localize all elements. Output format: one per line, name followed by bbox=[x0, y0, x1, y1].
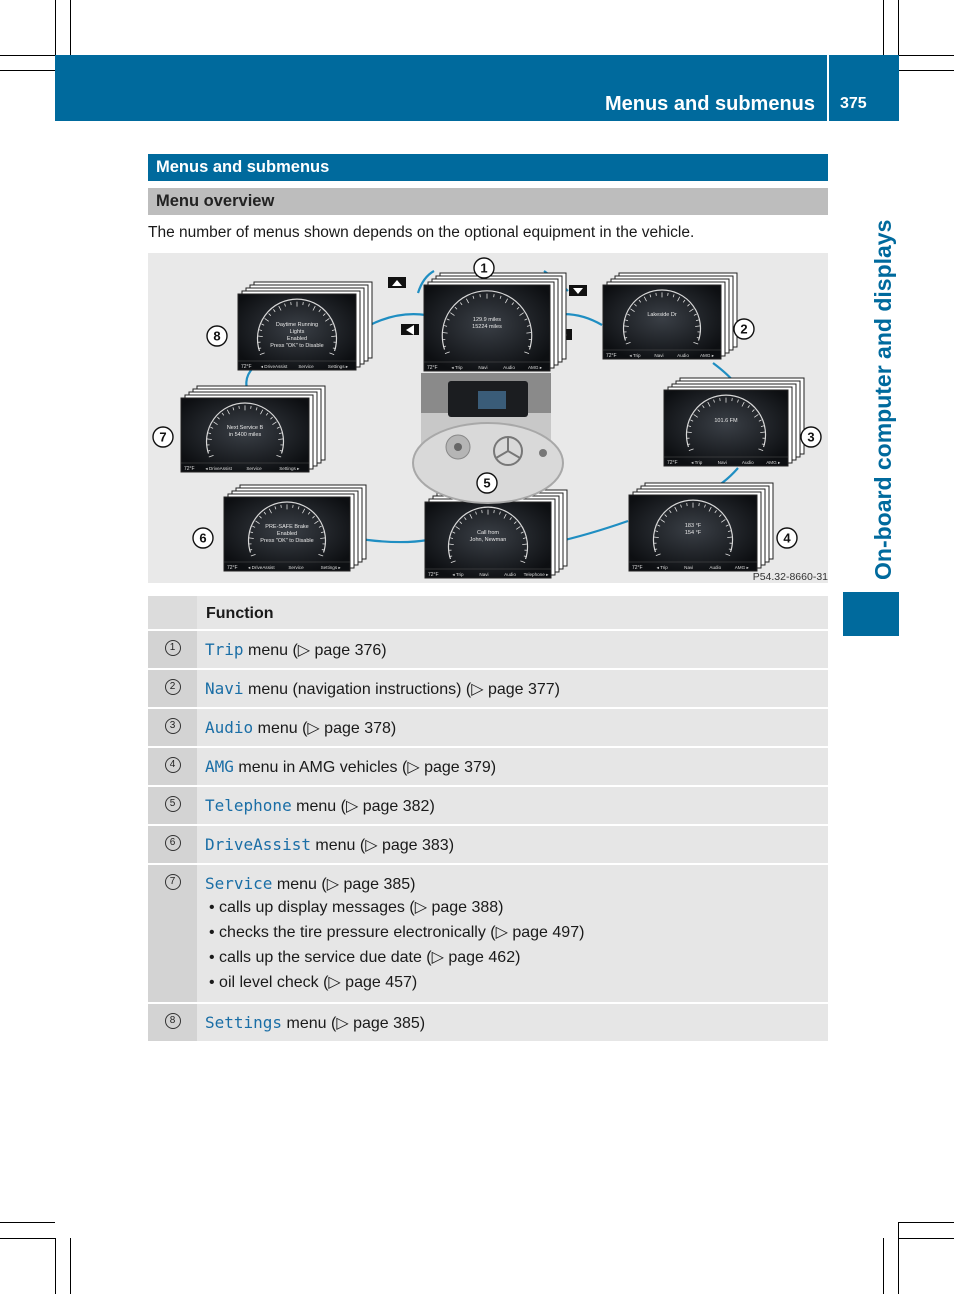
function-description: menu (▷ page 385) bbox=[276, 876, 416, 893]
function-description: menu (▷ page 383) bbox=[315, 837, 455, 854]
menu-name: Telephone bbox=[205, 796, 292, 815]
menu-name: Trip bbox=[205, 640, 244, 659]
header-title: Menus and submenus bbox=[604, 93, 815, 115]
row-number-cell bbox=[148, 670, 197, 707]
function-line bbox=[205, 757, 820, 778]
function-description: menu (▷ page 376) bbox=[247, 642, 387, 659]
speedometer-tick bbox=[449, 556, 452, 557]
chapter-side-title bbox=[836, 219, 896, 582]
screen-text: Lights bbox=[289, 328, 305, 335]
row-number-callout: 3 bbox=[165, 718, 181, 734]
display-screen-s3 bbox=[664, 378, 804, 466]
screen-tab-label: AMG ▸ bbox=[699, 353, 715, 358]
row-function-cell bbox=[197, 826, 828, 863]
table-row bbox=[148, 865, 828, 1004]
menu-name: Settings bbox=[205, 1013, 283, 1032]
screen-tab-label: Audio bbox=[677, 353, 689, 358]
screen-text: Call from bbox=[476, 529, 500, 536]
screen-tab-label: ◂ Trip bbox=[629, 353, 641, 358]
menu-name: Service bbox=[205, 874, 273, 893]
display-screen-s4 bbox=[629, 483, 773, 571]
speedometer-tick bbox=[333, 348, 336, 349]
screen-tab-label: ◂ Trip bbox=[451, 365, 463, 370]
row-function-cell bbox=[197, 1004, 828, 1041]
figure-callout-number: 3 bbox=[807, 429, 815, 445]
screen-temperature: 72°F bbox=[227, 565, 238, 571]
screen-tab-label: Navi bbox=[479, 572, 489, 577]
row-number-cell bbox=[148, 631, 197, 668]
screen-text: 129.9 miles bbox=[472, 317, 502, 324]
crop-mark bbox=[70, 1238, 71, 1294]
function-line bbox=[205, 679, 820, 700]
screen-text: PRE-SAFE Brake bbox=[265, 524, 309, 531]
section-subtitle: Menu overview bbox=[148, 188, 828, 215]
menu-name: Navi bbox=[205, 679, 244, 698]
table-row bbox=[148, 631, 828, 670]
crop-mark bbox=[55, 0, 56, 55]
screen-tab-label: AMG ▸ bbox=[734, 565, 749, 570]
screen-temperature: 72°F bbox=[428, 572, 439, 578]
speedometer-tick bbox=[249, 550, 252, 551]
figure-callout-number: 4 bbox=[783, 530, 791, 546]
row-number-cell bbox=[148, 1004, 197, 1041]
crop-mark bbox=[55, 1238, 56, 1294]
row-function-cell bbox=[197, 748, 828, 785]
intro-text: The number of menus shown depends on the optional equipment in the vehicle. bbox=[148, 224, 695, 241]
screen-text: Enabled bbox=[286, 335, 308, 342]
crop-mark bbox=[0, 70, 55, 71]
display-screen-s1 bbox=[424, 273, 566, 371]
screen-tab-label: Audio bbox=[741, 460, 754, 465]
crop-mark bbox=[899, 55, 954, 56]
crop-mark bbox=[0, 1222, 55, 1223]
function-line bbox=[205, 874, 820, 895]
screen-tab-label: Settings ▸ bbox=[320, 565, 341, 570]
bullet-item: • calls up the service due date (▷ page 462) bbox=[209, 949, 521, 966]
figure-callout-number: 2 bbox=[740, 321, 748, 337]
row-number-callout: 8 bbox=[165, 1013, 181, 1029]
crop-mark bbox=[898, 1222, 899, 1294]
row-number-cell bbox=[148, 748, 197, 785]
screen-text: Lakeside Dr bbox=[647, 312, 677, 319]
chapter-side-title-text: On-board computer and displays bbox=[870, 219, 896, 580]
figure-callout-number: 6 bbox=[199, 530, 207, 546]
screen-text: 154 °F bbox=[684, 529, 702, 536]
speedometer-tick bbox=[697, 338, 700, 339]
crop-mark bbox=[0, 55, 55, 56]
bullet-item: • oil level check (▷ page 457) bbox=[209, 974, 418, 991]
crop-mark bbox=[898, 0, 899, 55]
screen-tab-label: ◂ Trip bbox=[656, 565, 668, 570]
screen-tab-label: Navi bbox=[654, 353, 664, 358]
screen-text: 183 °F bbox=[684, 522, 702, 529]
screen-text: in 5400 miles bbox=[228, 432, 262, 439]
speedometer-tick bbox=[762, 444, 765, 445]
speedometer-tick bbox=[524, 556, 527, 557]
screen-tab-label: Audio bbox=[504, 572, 516, 577]
figure-label: P54.32-8660-31 bbox=[752, 571, 828, 583]
figure-callout-number: 7 bbox=[159, 429, 167, 445]
speedometer-tick bbox=[322, 550, 325, 551]
screen-tab-label: ◂ DriveAssist bbox=[205, 466, 232, 471]
crop-mark bbox=[0, 1238, 55, 1239]
screen-text: 15224 miles bbox=[472, 324, 502, 331]
screen-text: Enabled bbox=[276, 531, 298, 538]
screen-text: 101.6 FM bbox=[714, 417, 738, 424]
speedometer-tick bbox=[258, 348, 261, 349]
screen-tab-label: Service bbox=[246, 466, 262, 471]
speedometer-tick bbox=[280, 451, 283, 452]
row-number-callout: 6 bbox=[165, 835, 181, 851]
row-number-cell bbox=[148, 709, 197, 746]
table-row bbox=[148, 787, 828, 826]
row-function-cell bbox=[197, 787, 828, 824]
screen-tab-label: Navi bbox=[684, 565, 694, 570]
speedometer-tick bbox=[687, 444, 690, 445]
table-header-num bbox=[148, 596, 197, 629]
function-line bbox=[205, 1013, 820, 1034]
crop-mark bbox=[899, 70, 954, 71]
menu-overview-figure bbox=[148, 253, 828, 583]
screen-text: Daytime Running bbox=[275, 321, 319, 328]
screen-temperature: 72°F bbox=[632, 565, 643, 571]
crop-mark bbox=[883, 0, 884, 55]
speedometer-tick bbox=[207, 451, 210, 452]
figure-callout-number: 8 bbox=[213, 328, 221, 344]
crop-mark bbox=[70, 0, 71, 55]
header-separator bbox=[827, 55, 829, 121]
screen-tab-label: Settings ▸ bbox=[279, 466, 300, 471]
function-description: menu (▷ page 385) bbox=[286, 1015, 426, 1032]
table-header bbox=[148, 596, 828, 631]
display-screen-s2 bbox=[603, 273, 737, 359]
page-header bbox=[55, 55, 899, 121]
table-row bbox=[148, 748, 828, 787]
speedometer-tick bbox=[624, 338, 627, 339]
function-description: menu (navigation instructions) (▷ page 377) bbox=[247, 681, 561, 698]
bullet-item: • checks the tire pressure electronically (▷ page 497) bbox=[209, 924, 585, 941]
display-screen-s6 bbox=[224, 485, 366, 571]
section-title: Menus and submenus bbox=[148, 154, 828, 181]
screen-tab-label: ◂ DriveAssist bbox=[248, 565, 275, 570]
table-row bbox=[148, 826, 828, 865]
row-number-cell bbox=[148, 826, 197, 863]
row-number-callout: 1 bbox=[165, 640, 181, 656]
screen-tab-label: Service bbox=[298, 364, 314, 369]
crop-mark bbox=[899, 1222, 954, 1223]
function-line bbox=[205, 640, 820, 661]
row-number-cell bbox=[148, 787, 197, 824]
table-row bbox=[148, 1004, 828, 1043]
display-screen-s8 bbox=[238, 282, 372, 370]
screen-tab-label: AMG ▸ bbox=[527, 365, 543, 370]
row-function-cell bbox=[197, 670, 828, 707]
figure-callout-number: 1 bbox=[480, 260, 488, 276]
screen-temperature: 72°F bbox=[241, 364, 252, 370]
bullet-item: • calls up display messages (▷ page 388) bbox=[209, 899, 504, 916]
row-function-cell bbox=[197, 631, 828, 668]
speedometer-tick bbox=[443, 346, 446, 347]
speedometer-tick bbox=[654, 549, 657, 550]
speedometer-tick bbox=[528, 346, 531, 347]
screen-text: John, Newman bbox=[469, 536, 507, 543]
function-description: menu in AMG vehicles (▷ page 379) bbox=[238, 759, 497, 776]
function-table bbox=[148, 596, 828, 1043]
table-header-function: Function bbox=[197, 596, 828, 629]
screen-tab-label: ◂ Trip bbox=[452, 572, 464, 577]
function-description: menu (▷ page 382) bbox=[296, 798, 435, 815]
chapter-side-tab bbox=[843, 592, 899, 636]
display-screen-s7 bbox=[181, 386, 325, 472]
table-row bbox=[148, 670, 828, 709]
row-number-callout: 5 bbox=[165, 796, 181, 812]
screen-temperature: 72°F bbox=[667, 460, 678, 466]
row-number-callout: 4 bbox=[165, 757, 181, 773]
screen-tab-label: Service bbox=[288, 565, 304, 570]
menu-name: AMG bbox=[205, 757, 234, 776]
table-row bbox=[148, 709, 828, 748]
screen-tab-label: Telephone ▸ bbox=[523, 572, 549, 577]
screen-tab-label: ◂ Trip bbox=[691, 460, 703, 465]
row-number-callout: 7 bbox=[165, 874, 181, 890]
crop-mark bbox=[883, 1238, 884, 1294]
screen-tab-label: ◂ DriveAssist bbox=[260, 364, 288, 369]
screen-temperature: 72°F bbox=[184, 466, 195, 472]
row-number-cell bbox=[148, 865, 197, 1002]
function-description: menu (▷ page 378) bbox=[257, 720, 397, 737]
figure-callout-number: 5 bbox=[483, 475, 491, 491]
screen-tab-label: Navi bbox=[717, 460, 727, 465]
screen-tab-label: Audio bbox=[503, 365, 515, 370]
function-line bbox=[205, 835, 820, 856]
screen-text: Press "OK" to Disable bbox=[260, 538, 314, 545]
menu-name: DriveAssist bbox=[205, 835, 311, 854]
crop-mark bbox=[899, 1238, 954, 1239]
screen-tab-label: Settings ▸ bbox=[327, 364, 349, 369]
screen-tab-label: AMG ▸ bbox=[766, 460, 781, 465]
screen-text: Next Service B bbox=[226, 425, 264, 432]
screen-temperature: 72°F bbox=[606, 353, 617, 359]
screen-text: Press "OK" to Disable bbox=[270, 342, 324, 349]
row-number-callout: 2 bbox=[165, 679, 181, 695]
row-function-cell bbox=[197, 865, 828, 1002]
page-number: 375 bbox=[840, 95, 867, 112]
screen-tab-label: Navi bbox=[478, 365, 488, 370]
speedometer-tick bbox=[729, 549, 732, 550]
screen-temperature: 72°F bbox=[427, 365, 438, 371]
screen-tab-label: Audio bbox=[709, 565, 722, 570]
row-function-cell bbox=[197, 709, 828, 746]
function-line bbox=[205, 796, 820, 817]
menu-name: Audio bbox=[205, 718, 254, 737]
function-line bbox=[205, 718, 820, 739]
